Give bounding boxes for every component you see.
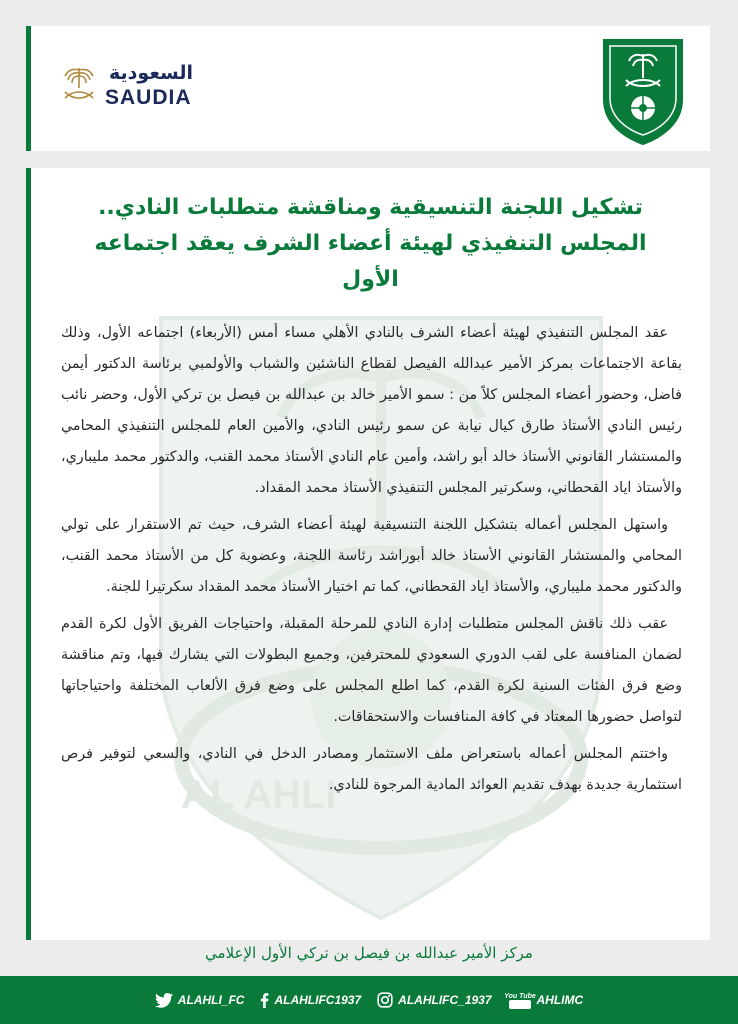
watermark-text: AL AHLI (181, 773, 337, 817)
facebook-handle-text: ALAHLIFC1937 (274, 993, 362, 1007)
saudia-arabic-name: السعودية (109, 62, 194, 84)
twitter-icon (155, 993, 173, 1008)
article-body (61, 318, 682, 801)
article-paragraph-2: واستهل المجلس أعماله بتشكيل اللجنة التنسيقية لهيئة أعضاء الشرف، حيث تم الاستقرار على تولي المحامي والمستشار القانوني الأستاذ خالد أبوراشد رئاسة اللجنة، وعضوية كل من الأستاذ محمد القنب، والدكتور محمد مليباري، والأستاذ اياد القحطاني، كما تم اختيار الأستاذ محمد المقداد سكرتيرا للجنة. (61, 517, 682, 595)
header-bar (26, 26, 710, 151)
saudia-english-name: SAUDIA (105, 86, 192, 109)
youtube-handle-text: AHLIMC (536, 993, 584, 1007)
facebook-icon (260, 993, 269, 1008)
article-title-line-2: المجلس التنفيذي لهيئة أعضاء الشرف يعقد اجتماعه الأول (94, 231, 647, 292)
saudia-logo (59, 64, 229, 110)
article-title (71, 190, 670, 298)
palm-swords-icon (59, 64, 99, 108)
al-ahli-crest-icon (598, 36, 688, 146)
article-paragraph-4: واختتم المجلس أعماله باستعراض ملف الاستثمار ومصادر الدخل في النادي، والسعي لتوفير فرص استثمارية جديدة بهدف تقديم العوائد المادية المرجوة للنادي. (61, 746, 682, 793)
youtube-icon-label: You Tube (503, 993, 536, 1000)
article-panel (26, 168, 710, 940)
twitter-handle[interactable] (155, 993, 245, 1008)
youtube-icon (503, 990, 536, 1010)
instagram-handle-text: ALAHLIFC_1937 (398, 993, 492, 1007)
instagram-icon (377, 992, 393, 1008)
club-crest (598, 36, 688, 146)
article-paragraph-3: عقب ذلك ناقش المجلس متطلبات إدارة النادي للمرحلة المقبلة، واحتياجات الفريق الأول لكرة القدم لضمان المنافسة على لقب الدوري السعودي للمحترفين، وجميع البطولات التي يشارك فيها، وتم مناقشة وضع فرق الفئات السنية لكرة القدم، كما اطلع المجلس على وضع فرق الألعاب المختلفة واحتياجاتها لتواصل حضورها المعتاد في كافة المنافسات والاستحقاقات. (61, 616, 682, 725)
article-title-line-1: تشكيل اللجنة التنسيقية ومناقشة متطلبات النادي.. (98, 195, 643, 220)
social-footer (0, 976, 738, 1024)
twitter-handle-text: ALAHLI_FC (177, 993, 245, 1007)
article-paragraph-1: عقد المجلس التنفيذي لهيئة أعضاء الشرف بالنادي الأهلي مساء أمس (الأربعاء) اجتماعه الأول، وذلك بقاعة الاجتماعات بمركز الأمير عبدالله الفيصل لقطاع الناشئين والشباب والأولمبي برئاسة الدكتور أيمن فاضل، وحضور أعضاء المجلس كلاً من : سمو الأمير خالد بن عبدالله بن فيصل بن تركي الأول، وحضر نائب رئيس النادي الأستاذ طارق كيال نيابة عن سمو رئيس النادي، والأمين العام للمجلس التنفيذي المحامي والمستشار القانوني الأستاذ خالد أبو راشد، وأمين عام النادي الأستاذ محمد القنب، والدكتور محمد مليباري، والأستاذ اياد القحطاني، وسكرتير المجلس التنفيذي الأستاذ محمد المقداد. (61, 325, 682, 496)
instagram-handle[interactable] (377, 992, 491, 1008)
facebook-handle[interactable] (260, 993, 361, 1008)
media-center-credit: مركز الأمير عبدالله بن فيصل بن تركي الأول الإعلامي (205, 944, 533, 962)
youtube-handle[interactable] (503, 990, 584, 1010)
